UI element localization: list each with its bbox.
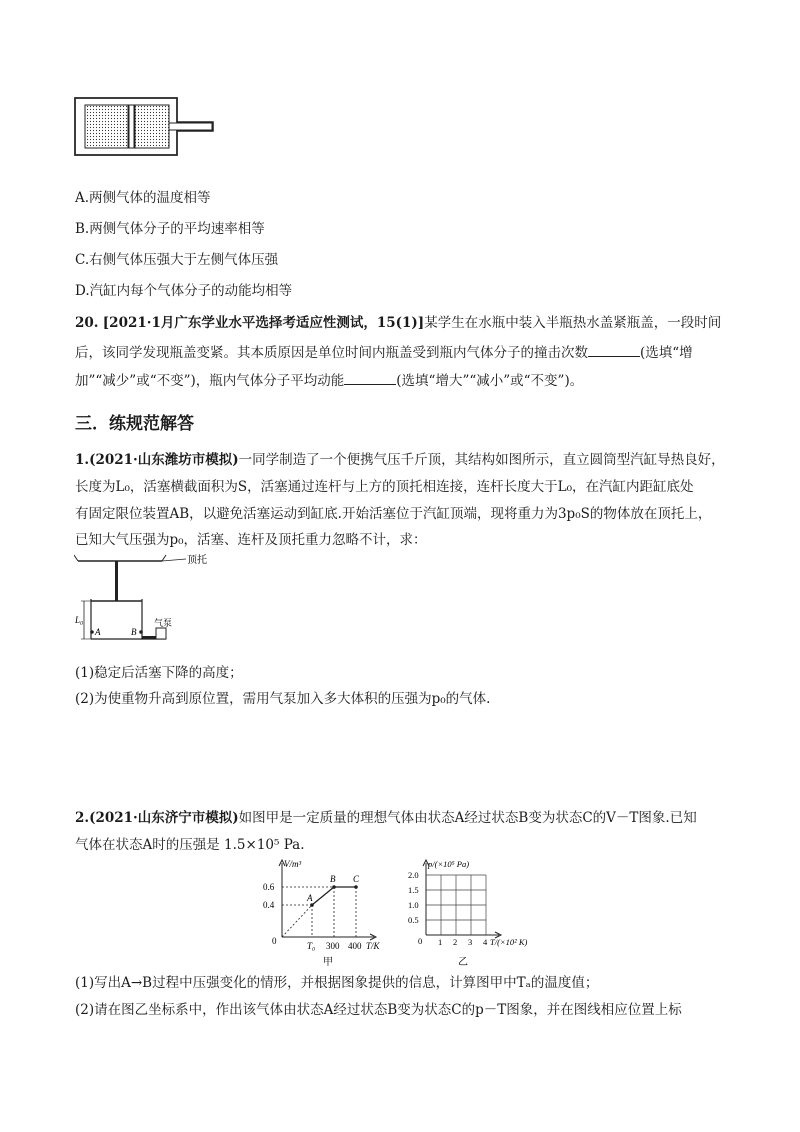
- segment-AB: [312, 887, 334, 905]
- caption-yi: 乙: [458, 957, 468, 967]
- label-B: B: [330, 874, 336, 884]
- grid: [426, 875, 486, 935]
- p1-line2: 长度为L₀，活塞横截面积为S，活塞通过连杆与上方的顶托相连接，连杆长度大于L₀，在汽缸内距缸底处: [75, 479, 694, 495]
- p2-line2: 气体在状态A时的压强是 1.5×10⁵ Pa.: [75, 837, 305, 853]
- ytick-1.0: 1.0: [408, 900, 419, 910]
- p1-line4: 已知大气压强为p₀，活塞、连杆及顶托重力忽略不计，求：: [75, 532, 427, 548]
- p1-q1: (1)稳定后活塞下降的高度；: [75, 665, 243, 681]
- xtick-400: 400: [348, 941, 362, 951]
- xtick-3: 3: [468, 937, 473, 947]
- stop-B: [139, 630, 143, 634]
- q20-text1: 某学生在水瓶中装入半瓶热水盖紧瓶盖，一段时间: [424, 315, 722, 331]
- label-A: A: [95, 627, 101, 637]
- left-gas: [85, 105, 128, 148]
- xlabel: T/(×10² K): [490, 937, 528, 947]
- p2-number: 2.: [75, 810, 90, 826]
- label-top: 顶托: [187, 555, 207, 566]
- xtick-2: 2: [453, 937, 458, 947]
- q20-number: 20.: [75, 315, 99, 331]
- p1-line1: [75, 451, 735, 469]
- pump-tube: [142, 636, 156, 639]
- p1-text1: 一同学制造了一个便携气压千斤顶，其结构如图所示，直立圆筒型汽缸导热良好，: [238, 452, 725, 468]
- p1-line3: 有固定限位装置AB，以避免活塞运动到缸底.开始活塞位于汽缸顶端，现将重力为3p₀S的物体放在顶托上，: [75, 506, 712, 522]
- ytick-0.6: 0.6: [263, 882, 275, 892]
- q20-text3b: (选填“增大”“减小”或“不变”)。: [396, 373, 584, 389]
- xtick-300: 300: [326, 941, 340, 951]
- ylabel: V/m³: [284, 859, 302, 869]
- graph-yi: [404, 857, 549, 967]
- ytick-0.4: 0.4: [263, 900, 275, 910]
- p1-number: 1.: [75, 452, 90, 468]
- pump: [156, 628, 166, 639]
- jack-figure: [74, 553, 214, 645]
- label-C: C: [353, 874, 360, 884]
- cylinder-figure: [74, 96, 219, 158]
- xtick-4: 4: [483, 937, 488, 947]
- extension-line: [282, 905, 312, 937]
- option-b: B.两侧气体分子的平均速率相等: [75, 221, 265, 237]
- label-B: B: [131, 627, 137, 637]
- ytick-0.5: 0.5: [408, 915, 419, 925]
- section-title: 三．练规范解答: [75, 414, 194, 434]
- origin: 0: [418, 936, 423, 946]
- q20-line1: [75, 314, 735, 332]
- q20-text3: 加”“减少”或“不变”)，瓶内气体分子平均动能: [75, 373, 345, 389]
- stop-A: [90, 630, 94, 634]
- xtick-T0: T₀: [307, 941, 316, 951]
- point-B: [332, 885, 336, 889]
- p1-q2: (2)为使重物升高到原位置，需用气泵加入多大体积的压强为p₀的气体.: [75, 691, 491, 707]
- piston-rod: [169, 123, 212, 130]
- graph-jia: [262, 857, 392, 967]
- point-C: [354, 885, 358, 889]
- q20-blank-2: [344, 372, 396, 385]
- label-L0: L₀: [75, 615, 84, 625]
- q20-line2: [75, 344, 735, 362]
- point-A: [310, 903, 314, 907]
- p2-q2: (2)请在图乙坐标系中，作出该气体由状态A经过状态B变为状态C的p－T图象，并在图线相应位置上标: [75, 1002, 682, 1018]
- ytick-2.0: 2.0: [408, 870, 419, 880]
- q20-blank-1: [588, 344, 640, 357]
- xtick-1: 1: [438, 937, 443, 947]
- q20-text2b: (选填“增: [640, 345, 693, 361]
- q20-source: [2021·1月广东学业水平选择考适应性测试，15(1)]: [102, 315, 425, 331]
- p2-line1: [75, 809, 735, 827]
- option-d: D.汽缸内每个气体分子的动能均相等: [75, 283, 293, 299]
- connecting-rod: [115, 561, 118, 601]
- right-gas: [135, 105, 169, 148]
- ylabel: p/(×10⁵ Pa): [428, 859, 470, 869]
- option-c: C.右侧气体压强大于左侧气体压强: [75, 252, 279, 268]
- ytick-1.5: 1.5: [408, 885, 419, 895]
- p2-q1: (1)写出A→B过程中压强变化的情形，并根据图象提供的信息，计算图甲中Tₐ的温度值；: [75, 975, 599, 991]
- piston: [129, 105, 134, 148]
- label-pump: 气泵: [154, 618, 173, 628]
- option-a: A.两侧气体的温度相等: [75, 190, 211, 206]
- caption-jia: 甲: [323, 957, 333, 967]
- q20-text2: 后，该同学发现瓶盖变紧。其本质原因是单位时间内瓶盖受到瓶内气体分子的撞击次数: [75, 345, 588, 361]
- label-A: A: [307, 893, 313, 903]
- p2-source: (2021·山东济宁市模拟): [89, 810, 239, 826]
- xlabel: T/K: [366, 941, 380, 951]
- q20-line3: [75, 372, 735, 390]
- origin: 0: [272, 936, 277, 946]
- p1-source: (2021·山东潍坊市模拟): [89, 452, 239, 468]
- p2-text1: 如图甲是一定质量的理想气体由状态A经过状态B变为状态C的V－T图象.已知: [238, 810, 697, 826]
